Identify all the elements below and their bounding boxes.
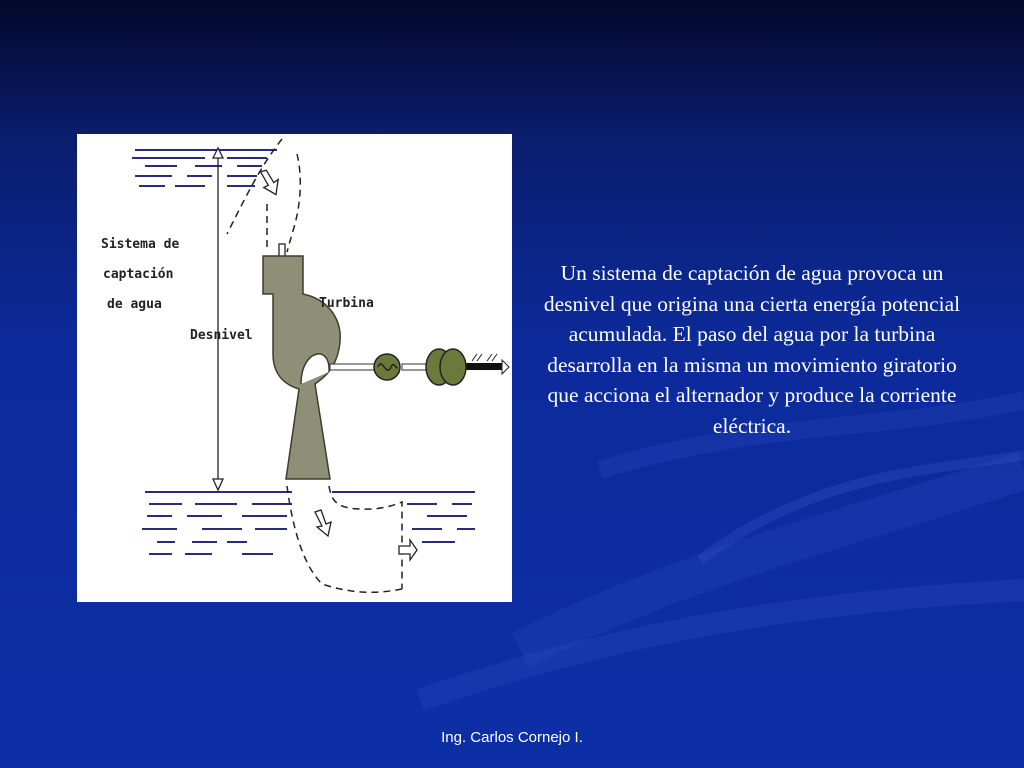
label-sistema-line2: captación [103,267,174,282]
penstock-dashed [227,139,300,252]
hydro-diagram [77,134,512,602]
label-sistema-line3: de agua [107,297,162,312]
outflow-dashed [287,486,402,592]
label-turbina: Turbina [319,296,374,311]
slide-description: Un sistema de captación de agua provoca un desnivel que origina una cierta energía potencial acumulada. El paso del agua por la turbina desarrolla en la misma un movimiento giratorio que acciona el alternador y produce la corriente eléctrica. [543,261,961,438]
lower-water-lines [142,492,475,554]
shaft [330,363,503,370]
label-desnivel: Desnivel [190,328,253,343]
slide-footer-author: Ing. Carlos Cornejo I. [441,729,583,746]
desnivel-arrow [213,148,223,490]
label-sistema-line1: Sistema de [101,237,180,252]
